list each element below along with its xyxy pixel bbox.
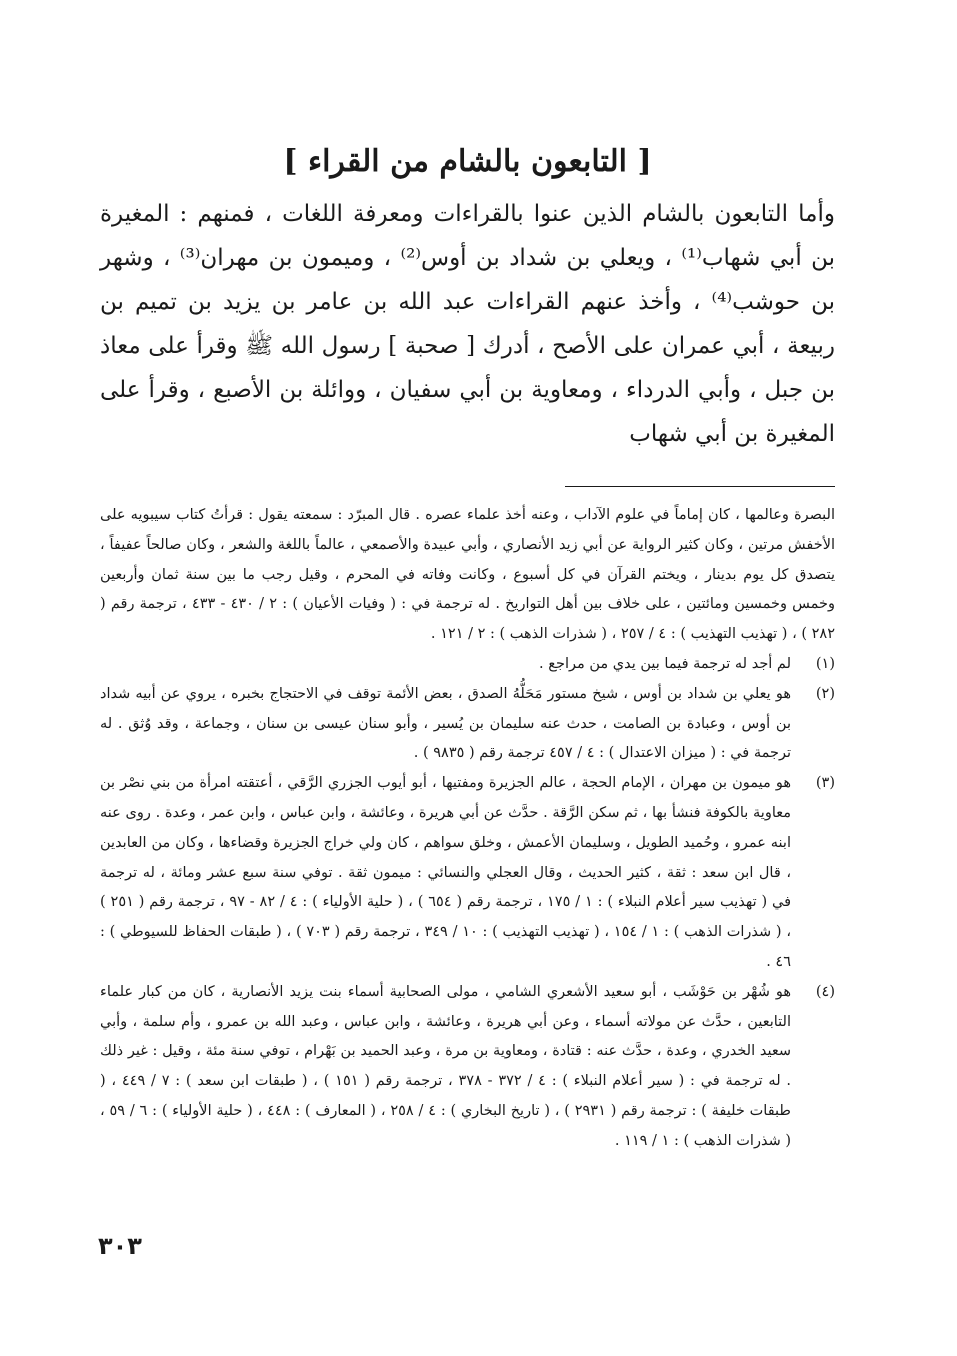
footnote-text: لم أجد له ترجمة فيما بين يدي من مراجع . <box>539 655 791 672</box>
footnote-text: هو شُهْر بن حَوْشَب ، أبو سعيد الأشعري الشامي ، مولى الصحابية أسماء بنت يزيد الأنصارية ، كان من كبار علماء التابعين ، حدَّث عن مولاته أسماء ، وعن أبي هريرة ، وعائشة ، وابن عباس ، وعبد الله بن عمرو ، وأم سلمة ، وأبي سعيد الخدري ، وعدة ، حدَّث عنه : قتادة ، ومعاوية بن مرة ، وعبد الحميد بن بَهْرام ، توفي سنة مئة ، وقيل : غير ذلك . له ترجمة في : ( سير أعلام النبلاء ) : ٤ / ٣٧٢ - ٣٧٨ ، ترجمة رقم ( ١٥١ ) ، ( طبقات ابن سعد ) : ٧ / ٤٤٩ ، ( طبقات خليفة ) : ترجمة رقم ( ٢٩٣١ ) ، ( تاريخ البخاري ) : ٤ / ٢٥٨ ، ( المعارف ) : ٤٤٨ ، ( حلية الأولياء ) : ٦ / ٥٩ ، ( شذرات الذهب ) : ١ / ١١٩ . <box>100 983 792 1149</box>
section-heading: [ التابعون بالشام من القراء ] <box>283 144 652 179</box>
footnote-text: هو ميمون بن مهران ، الإمام الحجة ، عالم الجزيرة ومفتيها ، أبو أيوب الجزري الرَّقي ، أعتقته امرأة من بني نصْر بن معاوية بالكوفة فنشأ بها ، ثم سكن الرَّقة . حدَّث عن أبي هريرة ، وعائشة ، وابن عباس ، وابن عمر ، وعدة . روى عنه ابنه عمرو ، وحُميد الطويل ، وسليمان الأعمش ، وخلق سواهم ، كان ولي خراج الجزيرة وقضاءها ، وكان من العابدين ، قال ابن سعد : ثقة ، كثير الحديث ، وقال العجلي والنسائي : ميمون ثقة . توفي سنة سبع عشر ومائة ، له ترجمة في ( تهذيب سير أعلام النبلاء ) : ١ / ١٧٥ ، ترجمة رقم ( ٦٥٤ ) ، ( حلية الأولياء ) : ٤ / ٨٢ - ٩٧ ، ترجمة رقم ( ٢٥١ ) ، ( شذرات الذهب ) : ١ / ١٥٤ ، ( تهذيب التهذيب ) : ١٠ / ٣٤٩ ، ترجمة رقم ( ٧٠٣ ) ، ( طبقات الحفاظ للسيوطي ) : ٤٦ . <box>100 775 792 970</box>
footnote-number: (١) <box>815 655 835 672</box>
footnotes <box>100 501 835 1157</box>
footnote-item <box>100 978 835 1157</box>
footnote-number: (٢) <box>815 685 835 702</box>
footnote-separator <box>565 486 835 487</box>
page-number: ٣٠٣ <box>98 1232 142 1260</box>
footnote-continuation: البصرة وعالمها ، كان إماماً في علوم الآداب ، وعنه أخذ علماء عصره . قال المبرّد : سمعته يقول : قرأتُ كتاب سيبويه على الأخفش مرتين ، وكان كثير الرواية عن أبي زيد الأنصاري ، وأبي عبيدة والأصمعي ، عالماً باللغة والشعر ، وكان صالحاً عفيفاً ، يتصدق كل يوم بدينار ، ويختم القرآن في كل أسبوع ، وكانت وفاته في المحرم ، وقيل رجب ما بين سنة ثمان وأربعين وخمس وخمسين ومائتين ، على خلاف بين أهل التواريخ . له ترجمة في : ( وفيات الأعيان ) : ٢ / ٤٣٠ - ٤٣٣ ، ترجمة رقم ( ٢٨٢ ) ، ( تهذيب التهذيب ) : ٤ / ٢٥٧ ، ( شذرات الذهب ) : ٢ / ١٢١ . <box>100 507 836 643</box>
footnote-text: هو يعلي بن شداد بن أوس ، شيخ مستور مَحَلُّهُ الصدق ، بعض الأئمة توقف في الاحتجاج بخبره ، يروي عن أبيه شداد بن أوس ، وعبادة بن الصامت ، حدث عنه سليمان بن يُسير ، وأبو سنان عيسى بن سنان ، وجماعة ، وقد وُثق . له ترجمة في : ( ميزان الاعتدال ) : ٤ / ٤٥٧ ترجمة رقم ( ٩٨٣٥ ) . <box>100 685 791 762</box>
main-paragraph: وأما التابعون بالشام الذين عنوا بالقراءات ومعرفة اللغات ، فمنهم : المغيرة بن أبي شهاب⁽¹⁾ ، ويعلي بن شداد بن أوس⁽²⁾ ، وميمون بن مهران⁽³⁾ ، وشهر بن حوشب⁽⁴⁾ ، وأخذ عنهم القراءات عبد الله بن عامر بن يزيد بن تميم بن ربيعة ، أبي عمران على الأصح ، أدرك [ صحبة ] رسول الله ﷺ وقرأ على معاذ بن جبل ، وأبي الدرداء ، ومعاوية بن أبي سفيان ، ووائلة بن الأصبع ، وقرأ على المغيرة بن أبي شهاب <box>100 201 835 447</box>
footnote-number: (٣) <box>815 775 835 792</box>
footnote-item <box>100 680 835 769</box>
page-content <box>100 140 835 1157</box>
footnote-number: (٤) <box>815 983 835 1000</box>
footnote-item <box>100 769 835 978</box>
footnote-item <box>100 650 835 680</box>
